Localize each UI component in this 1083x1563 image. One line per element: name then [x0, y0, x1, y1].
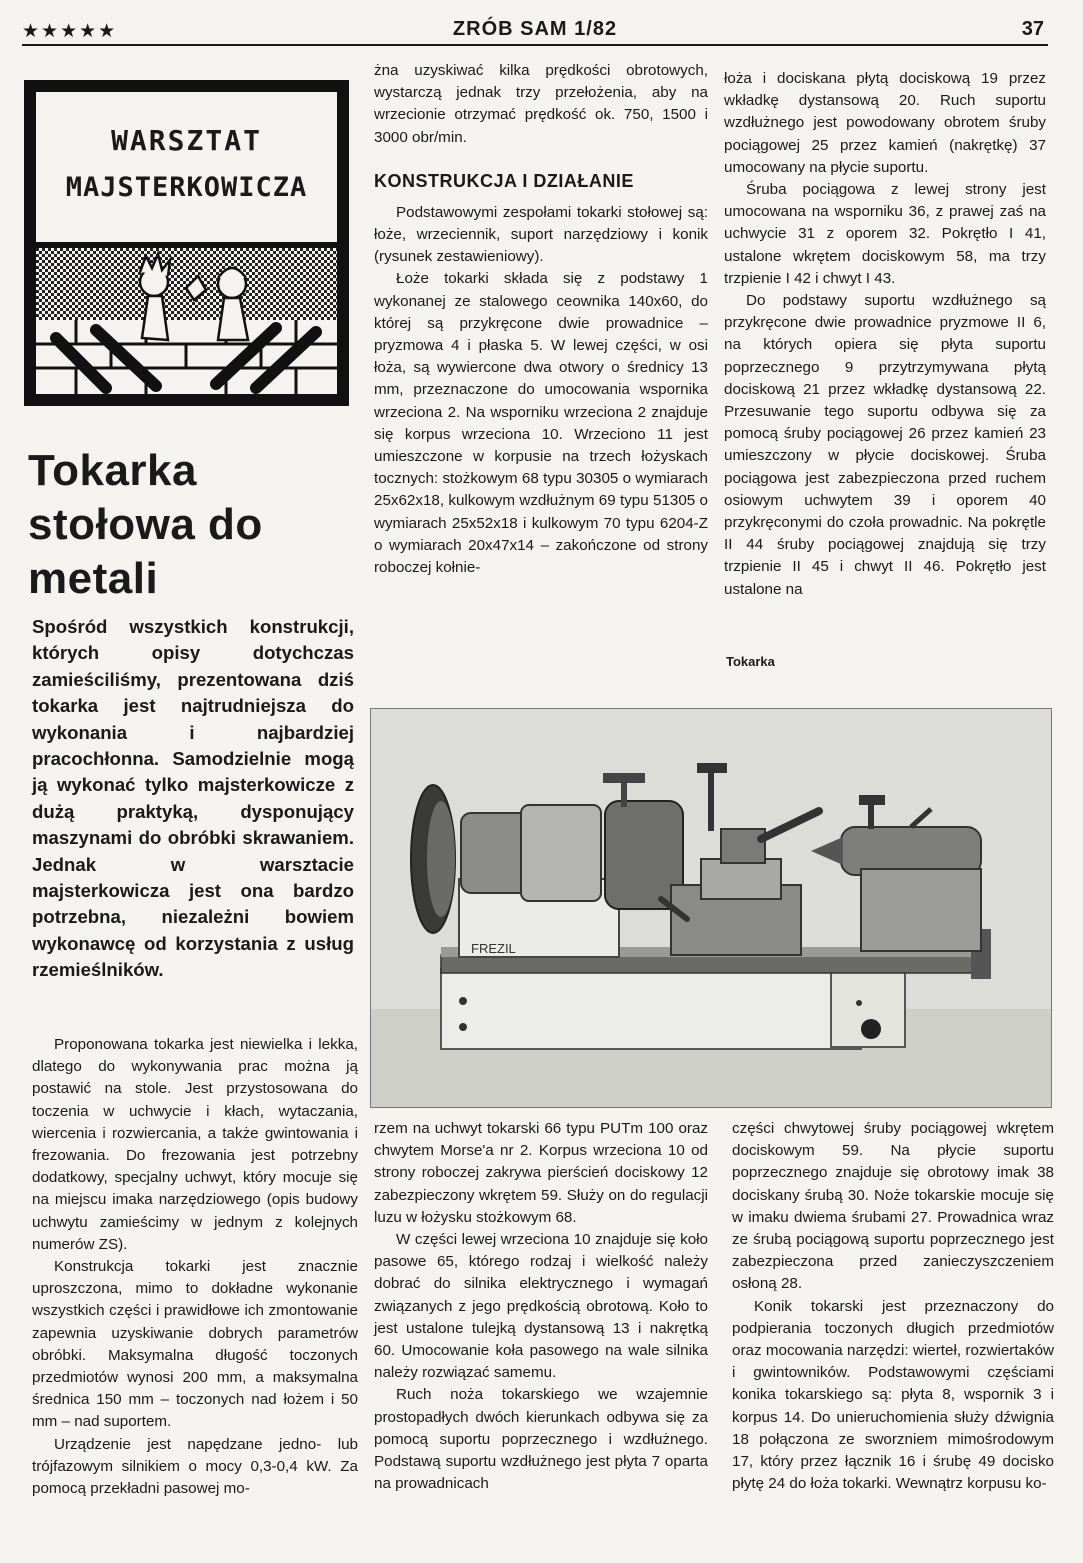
rating-stars: ★★★★★: [22, 21, 118, 42]
logo-text-panel: [36, 92, 337, 242]
paragraph: Śruba pociągowa z lewej strony jest umocowana na wsporniku 36, z prawej zaś na uchwycie 31 z oporem 32. Pokrętło I 41, ustalone wkrętem dociskowym 58, ma trzy trzpienie I 42 i chwyt I 43.: [724, 181, 1046, 287]
paragraph: Konstrukcja tokarki jest znacznie uproszczona, mimo to dokładne wykonanie wszystkich części i prawidłowe ich zmontowanie zapewnia uzyskiwanie dobrych parametrów obróbki. Maksymalna długość toczonych przedmiotów wynosi 200 mm, a maksymalna średnica 150 mm – toczonych nad łożem i 50 mm – nad suportem.: [32, 1258, 358, 1431]
column-3-bottom: [732, 1118, 1054, 1495]
logo-line-1: WARSZTAT: [111, 124, 262, 157]
paragraph: części chwytowej śruby pociągowej wkrętem dociskowym 59. Na płycie suportu poprzecznego znajduje się obrotowy imak 38 dociskany śrubą 30. Noże tokarskie mocuje się w imaku dwiema śrubami 27. Prowadnica wraz ze śrubą pociągową suportu poprzecznego jest zabezpieczona przed zanieczyszczeniem osłoną 28.: [732, 1120, 1054, 1293]
paragraph: rzem na uchwyt tokarski 66 typu PUTm 100 oraz chwytem Morse'a nr 2. Korpus wrzeciona 10 od strony roboczej zakrywa pierścień dociskowy 12 zabezpieczony wkrętem 59. Służy on do regulacji luzu w łożysku stożkowym 68.: [374, 1120, 708, 1226]
paragraph: Ruch noża tokarskiego we wzajemnie prostopadłych dwóch kierunkach odbywa się za pomocą suportu poprzecznego i wzdłużnego. Podstawą suportu wzdłużnego jest płyta 7 oparta na prowadnicach: [374, 1386, 708, 1493]
article-title: Tokarka stołowa do metali: [28, 446, 263, 603]
section-heading: KONSTRUKCJA I DZIAŁANIE: [374, 170, 634, 191]
column-2: [374, 60, 708, 579]
paragraph: Łoże tokarki składa się z podstawy 1 wykonanej ze stalowego ceownika 140x60, do której są przykręcone dwie prowadnice – pryzmowa 4 i płaska 5. W lewej części, w osi łoża, są wywiercone dwa otwory o średnicy 13 mm, przeznaczone do umocowania wspornika wrzeciona 2. Na wsporniku wrzeciona 2 znajduje się korpus wrzeciona 10. Wrzeciono 11 jest umieszczone w korpusie na trzech łożyskach tocznych: stożkowym 68 typu 30305 o wymiarach 25x62x18, kulkowym wzdłużnym 69 typu 51305 o wymiarach 25x52x18 i kulkowym 70 typu 6204-Z o wymiarach 20x47x14 – zakończone od strony roboczej kołnie-: [374, 270, 708, 577]
paragraph: Konik tokarski jest przeznaczony do podpierania toczonych długich przedmiotów oraz mocowania narzędzi: wierteł, rozwiertaków i gwintowników. Podstawowymi częściami konika tokarskiego są: płyta 8, wspornik 3 i korpus 14. Do unieruchomienia służy dźwignia 18 połączona ze sworzniem mimośrodowym 17, który przez łącznik 16 i śrubę 49 docisko płytę 24 do łoża tokarki. Wewnątrz korpusu ko-: [732, 1297, 1054, 1493]
paragraph: Urządzenie jest napędzane jedno- lub trójfazowym silnikiem o mocy 0,3-0,4 kW. Za pomocą przekładni pasowej mo-: [32, 1435, 358, 1498]
lathe-illustration: [371, 709, 1051, 1107]
magazine-issue: ZRÓB SAM 1/82: [452, 18, 618, 40]
paragraph: Do podstawy suportu wzdłużnego są przykręcone dwie prowadnice pryzmowe II 6, na których opiera się płyta suportu poprzecznego 9 przytrzymywana płytą dociskową 21 przez wkładkę dystansową 22. Przesuwanie tego suportu odbywa się za pomocą śruby pociągowej 26 przez kamień 23 umieszczony w płycie dociskowej. Śruba pociągowa jest zabezpieczona przed ruchem osiowym uchwytem 39 i oporem 40 przykręconymi do czoła prowadnic. Na pokrętle II 44 śruby pociągowej znajdują się trzy trzpienie II 45 i chwyt II 46. Pokrętło jest ustalone na: [724, 292, 1046, 598]
article-lead: Spośród wszystkich konstrukcji, których opisy dotychczas zamieściliśmy, prezentowana dziś tokarka jest najtrudniejsza do wykonania i najbardziej pracochłonna. Samodzielnie mogą ją wykonać tylko majsterkowicze z dużą praktyką, dysponujący maszynami do obróbki skrawaniem. Jednak w warsztacie majsterkowicza jest ona bardzo potrzebna, niezależni bowiem wykonawcę od korzystania z usług rzemieślników.: [32, 616, 354, 981]
paragraph: Podstawowymi zespołami tokarki stołowej są: łoże, wrzeciennik, suport narzędziowy i konik (rysunek zestawieniowy).: [374, 203, 708, 266]
column-2-bottom: [374, 1118, 708, 1495]
page-header: [22, 18, 1048, 46]
column-3: [724, 68, 1046, 601]
page-number: 37: [1021, 18, 1044, 40]
paragraph: żna uzyskiwać kilka prędkości obrotowych, wystarczą jednak trzy przełożenia, aby na wrzecionie otrzymać prędkość ok. 750, 1500 i 3000 obr/min.: [374, 62, 708, 146]
lathe-photo: [370, 708, 1052, 1108]
logo-line-2: MAJSTERKOWICZA: [65, 172, 308, 203]
photo-caption: Tokarka: [726, 654, 775, 669]
brand-label: FREZIL: [471, 941, 516, 956]
paragraph: Proponowana tokarka jest niewielka i lekka, dlatego do wykonywania prac można ją postawić na stole. Jest przystosowana do toczenia w uchwycie i kłach, wytaczania, wiercenia i rozwiercania, a także gwintowania i frezowania. Do frezowania jest potrzebny dodatkowy, specjalny uchwyt, który mocuje się na miejscu imaka narzędziowego (opis budowy uchwytu zamieścimy w jednym z kolejnych numerów ZS).: [32, 1036, 358, 1253]
logo-illustration: [36, 248, 337, 394]
paragraph: W części lewej wrzeciona 10 znajduje się koło pasowe 65, którego rodzaj i wielkość należy dobrać do silnika elektrycznego i wymagań związanych z jego prędkością obrotową. Koło to jest ustalone tulejką dystansową 13 i nakrętką 60. Umocowanie koła pasowego na wale silnika należy rozwiązać samemu.: [374, 1231, 708, 1382]
column-1: [32, 1034, 358, 1500]
section-logo: [24, 80, 349, 406]
paragraph: łoża i dociskana płytą dociskową 19 przez wkładkę dystansową 20. Ruch suportu wzdłużnego jest powodowany obrotem śruby pociągowej 25 przez kamień (nakrętkę) 37 umocowany na płycie suportu.: [724, 70, 1046, 176]
